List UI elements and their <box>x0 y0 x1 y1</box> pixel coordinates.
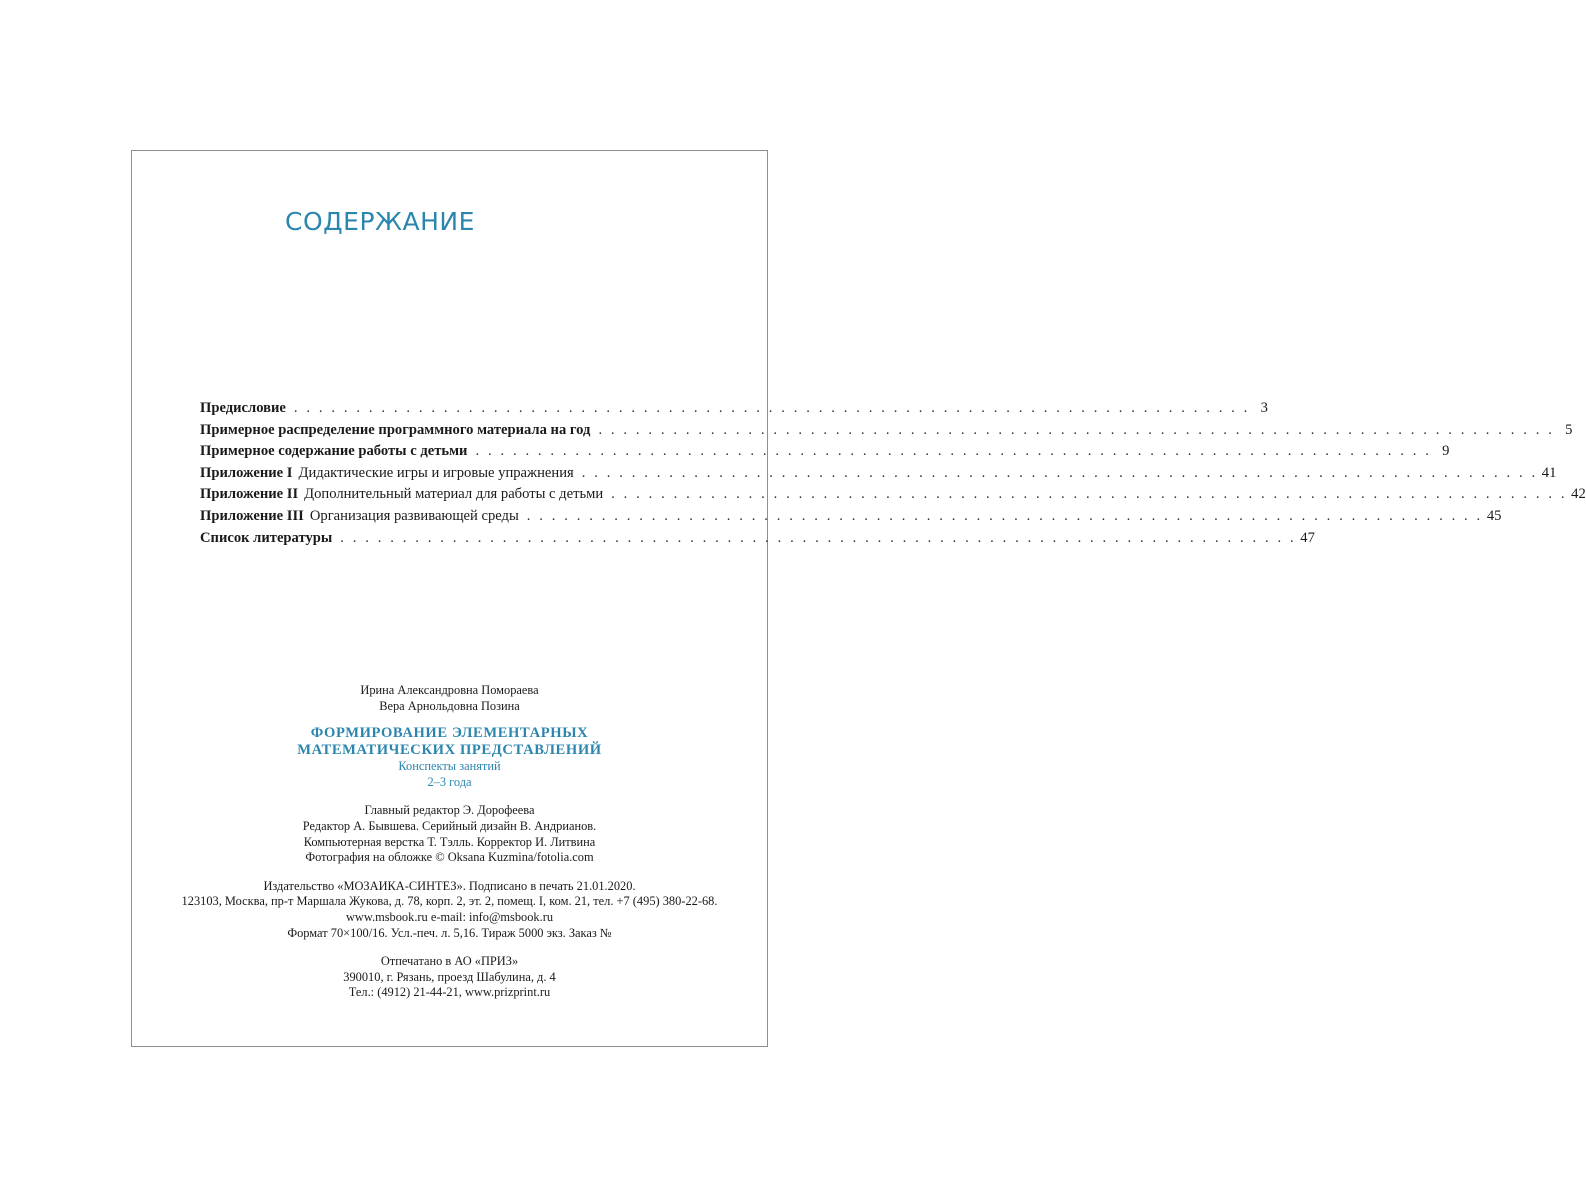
toc-entry-subtitle: Дидактические игры и игровые упражнения <box>298 464 574 481</box>
printer-line: Отпечатано в АО «ПРИЗ» <box>380 954 519 969</box>
toc-entry-label: Предисловие <box>200 400 286 416</box>
credit-line: Фотография на обложке © Oksana Kuzmina/fotolia.com <box>305 850 594 865</box>
toc-entry[interactable] <box>200 529 1315 552</box>
toc-entry-page: 45 <box>1486 507 1502 524</box>
toc-entry-label: Список литературы <box>200 529 333 546</box>
credit-line: Главный редактор Э. Дорофеева <box>364 803 535 818</box>
toc-entry[interactable] <box>200 421 1573 444</box>
toc-entry-subtitle: Организация развивающей среды <box>309 507 519 524</box>
publisher-line: Формат 70×100/16. Усл.-печ. л. 5,16. Тираж 5000 экз. Заказ № <box>287 925 612 940</box>
toc-entry-label: Приложение I <box>200 464 293 481</box>
publisher-line: Издательство «МОЗАИКА-СИНТЕЗ». Подписано в печать 21.01.2020. <box>263 878 636 893</box>
toc-entry-label: Приложение III <box>200 507 304 524</box>
book-subtitle: Конспекты занятий <box>398 759 501 774</box>
toc-entry-label: Примерное содержание работы с детьми <box>200 443 468 460</box>
toc-heading: СОДЕРЖАНИЕ <box>285 207 475 236</box>
printer-info <box>132 954 767 1001</box>
author-name: Вера Арнольдовна Позина <box>379 698 520 713</box>
toc-entry-label: Примерное распределение программного материала на год <box>200 421 591 438</box>
table-of-contents <box>200 400 1586 551</box>
toc-entry-page: 3 <box>1260 400 1268 416</box>
book-title <box>132 725 767 758</box>
toc-entry[interactable] <box>200 464 1557 487</box>
toc-leader-dots: . . . . . . . . . . . . . . . . . . . . . . . . . . . . . . . . . . . . . . . . . . . . . . . . . . . . . . . . . . . . . . . . . . . . . . . . . . . . . <box>598 421 1555 438</box>
toc-leader-dots: . . . . . . . . . . . . . . . . . . . . . . . . . . . . . . . . . . . . . . . . . . . . . . . . . . . . . . . . . . . . . . . . . . . . . . . . . . . . . <box>611 486 1568 503</box>
toc-leader-dots: . . . . . . . . . . . . . . . . . . . . . . . . . . . . . . . . . . . . . . . . . . . . . . . . . . . . . . . . . . . . . . . . . . . . . . . . . . . . . <box>475 443 1432 460</box>
toc-entry-subtitle: Дополнительный материал для работы с детьми <box>304 486 604 503</box>
editorial-credits <box>132 803 767 865</box>
toc-entry[interactable] <box>200 486 1586 508</box>
publisher-line: www.msbook.ru e-mail: info@msbook.ru <box>345 909 554 924</box>
imprint-block <box>132 683 767 1001</box>
toc-leader-dots: . . . . . . . . . . . . . . . . . . . . . . . . . . . . . . . . . . . . . . . . . . . . . . . . . . . . . . . . . . . . . . . . . . . . . . . . . . . . . <box>340 529 1297 546</box>
credit-line: Компьютерная верстка Т. Тэлль. Корректор И. Литвина <box>303 834 596 849</box>
toc-entry[interactable] <box>200 400 1268 422</box>
publisher-info <box>132 879 767 941</box>
toc-entry-page: 5 <box>1565 421 1573 438</box>
book-age: 2–3 года <box>427 775 472 790</box>
toc-leader-dots: . . . . . . . . . . . . . . . . . . . . . . . . . . . . . . . . . . . . . . . . . . . . . . . . . . . . . . . . . . . . . . . . . . . . . . . . . . . . . <box>581 464 1538 481</box>
toc-entry[interactable] <box>200 507 1502 530</box>
credit-line: Редактор А. Бывшева. Серийный дизайн В. Андрианов. <box>302 818 597 833</box>
toc-leader-dots: . . . . . . . . . . . . . . . . . . . . . . . . . . . . . . . . . . . . . . . . . . . . . . . . . . . . . . . . . . . . . . . . . . . . . . . . . . . . . <box>293 400 1250 416</box>
book-title-line: МАТЕМАТИЧЕСКИХ ПРЕДСТАВЛЕНИЙ <box>297 741 602 758</box>
printer-line: 390010, г. Рязань, проезд Шабулина, д. 4 <box>343 969 556 984</box>
publisher-line: 123103, Москва, пр-т Маршала Жукова, д. 78, корп. 2, эт. 2, помещ. I, ком. 21, тел. +7 (495) 380-22-68. <box>181 894 718 909</box>
toc-entry-page: 47 <box>1300 529 1315 546</box>
toc-leader-dots: . . . . . . . . . . . . . . . . . . . . . . . . . . . . . . . . . . . . . . . . . . . . . . . . . . . . . . . . . . . . . . . . . . . . . . . . . . . . . <box>526 507 1483 524</box>
book-page <box>131 150 1586 1047</box>
author-name: Ирина Александровна Помораева <box>360 683 539 697</box>
authors <box>132 683 767 714</box>
toc-entry-page: 9 <box>1442 443 1450 460</box>
toc-entry-page: 42 <box>1571 486 1586 503</box>
toc-entry[interactable] <box>200 443 1450 465</box>
book-title-line: ФОРМИРОВАНИЕ ЭЛЕМЕНТАРНЫХ <box>310 725 589 742</box>
toc-entry-label: Приложение II <box>200 486 299 503</box>
printer-line: Тел.: (4912) 21-44-21, www.prizprint.ru <box>348 985 551 1000</box>
toc-entry-page: 41 <box>1541 464 1557 481</box>
